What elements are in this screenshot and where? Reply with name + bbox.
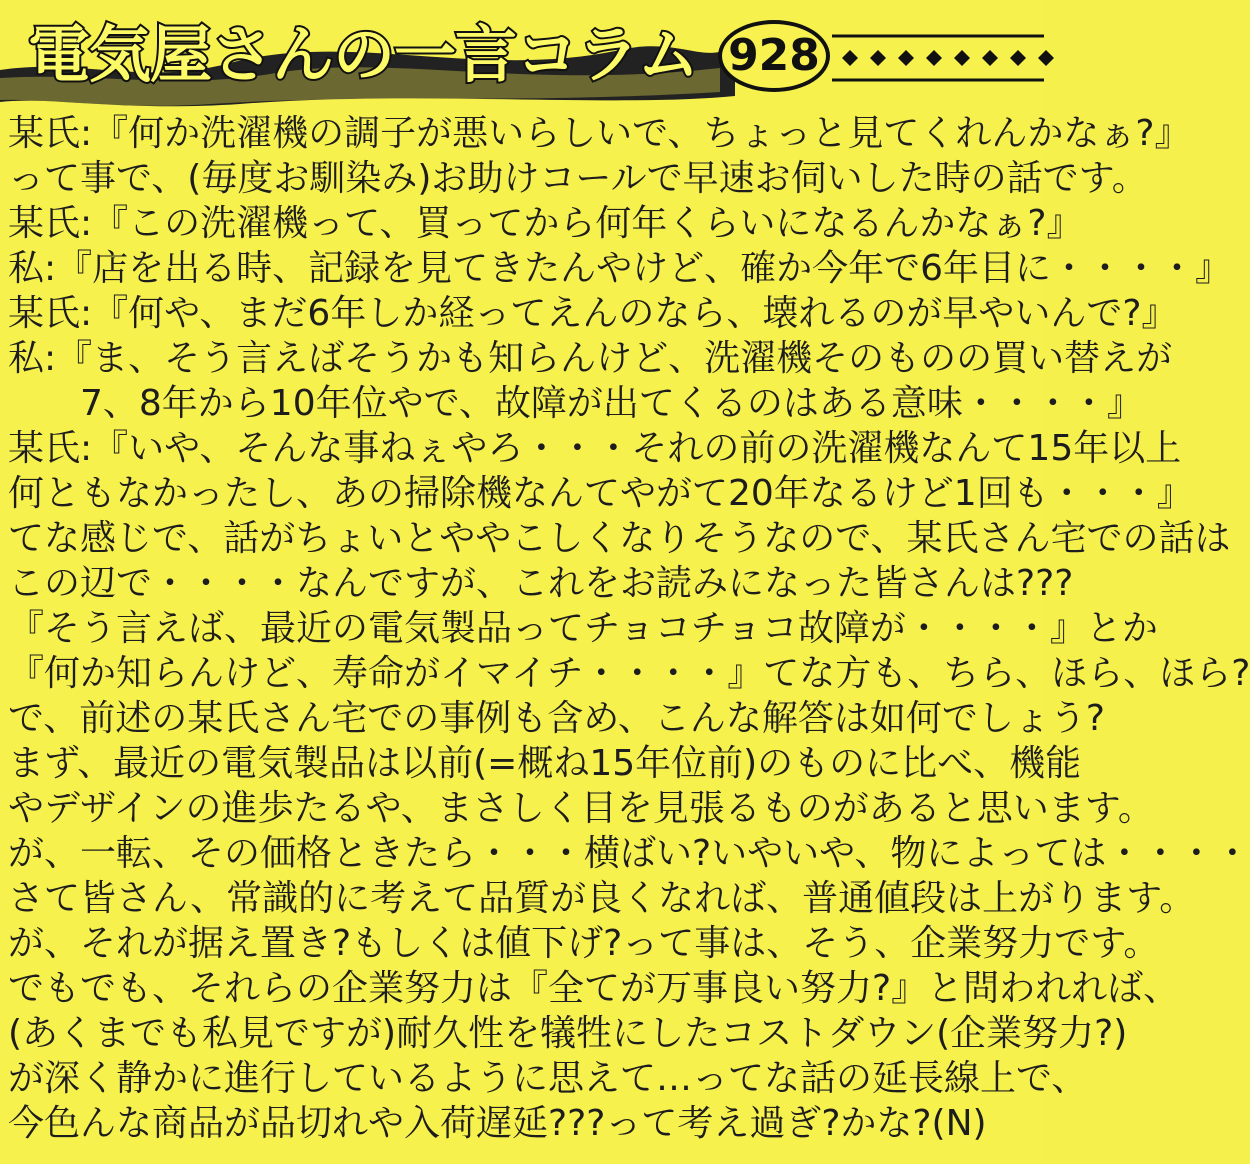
body-line: この辺で・・・・なんですが、これをお読みになった皆さんは??? (8, 563, 1074, 604)
body-line: 今色んな商品が品切れや入荷遅延???って考え過ぎ?かな?(N) (8, 1103, 987, 1144)
body-line: 私:『店を出る時、記録を見てきたんやけど、確か今年で6年目に・・・・』 (8, 248, 1232, 289)
body-line: 『何か知らんけど、寿命がイマイチ・・・・』てな方も、ちら、ほら、ほら? (8, 653, 1250, 694)
body-line: やデザインの進歩たるや、まさしく目を見張るものがあると思います。 (8, 788, 1154, 829)
body-line: 7、8年から10年位やで、故障が出てくるのはある意味・・・・』 (8, 383, 1143, 424)
body-line: って事で、(毎度お馴染み)お助けコールで早速お伺いした時の話です。 (8, 158, 1148, 199)
body-line: てな感じで、話がちょいとややこしくなりそうなので、某氏さん宅での話は (8, 518, 1231, 559)
body-line: 某氏:『何や、まだ6年しか経ってえんのなら、壊れるのが早やいんで?』 (8, 293, 1178, 334)
body-line: 『そう言えば、最近の電気製品ってチョコチョコ故障が・・・・』とか (8, 608, 1158, 649)
column-body (8, 108, 1250, 1158)
body-line: が深く静かに進行しているように思えて…ってな話の延長線上で、 (8, 1058, 1088, 1099)
body-line: 某氏:『いや、そんな事ねぇやろ・・・それの前の洗濯機なんて15年以上 (8, 428, 1182, 469)
body-line: さて皆さん、常識的に考えて品質が良くなれば、普通値段は上がります。 (8, 878, 1196, 919)
body-line: が、一転、その価格ときたら・・・横ばい?いやいや、物によっては・・・・ (8, 833, 1250, 874)
body-line: 某氏:『この洗濯機って、買ってから何年くらいになるんかなぁ?』 (8, 203, 1083, 244)
body-line: (あくまでも私見ですが)耐久性を犠牲にしたコストダウン(企業努力?) (8, 1013, 1128, 1054)
body-line: で、前述の某氏さん宅での事例も含め、こんな解答は如何でしょう? (8, 698, 1105, 739)
body-line: 私:『ま、そう言えばそうかも知らんけど、洗濯機そのものの買い替えが (8, 338, 1173, 379)
body-line: が、それが据え置き?もしくは値下げ?って事は、そう、企業努力です。 (8, 923, 1160, 964)
body-line: でもでも、それらの企業努力は『全てが万事良い努力?』と問われれば、 (8, 968, 1180, 1009)
body-line: まず、最近の電気製品は以前(=概ね15年位前)のものに比べ、機能 (8, 743, 1082, 784)
column-title: 電気屋さんの一言コラム (28, 18, 699, 91)
issue-number-badge: 928 (718, 20, 830, 92)
body-line: 某氏:『何か洗濯機の調子が悪いらしいで、ちょっと見てくれんかなぁ?』 (8, 113, 1191, 154)
body-line: 何ともなかったし、あの掃除機なんてやがて20年なるけど1回も・・・』 (8, 473, 1193, 514)
column-header (0, 8, 1044, 108)
